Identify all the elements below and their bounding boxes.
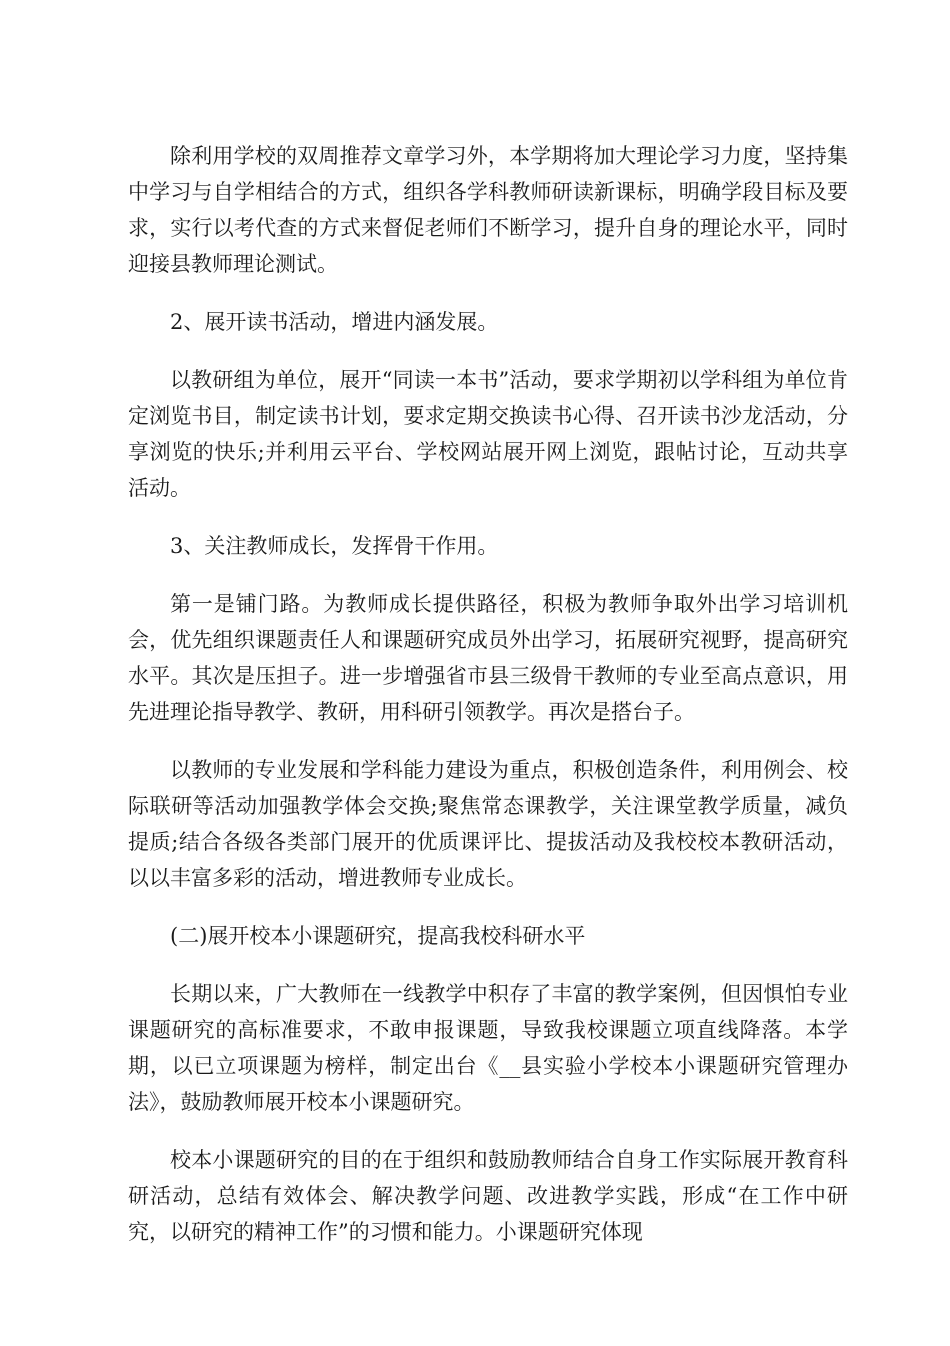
paragraph-project-purpose: 校本小课题研究的目的在于组织和鼓励教师结合自身工作实际展开教育科研活动，总结有效体会、解决教学问题、改进教学实践，形成“在工作中研究，以研究的精神工作”的习惯和能力。小课题研究体现 — [128, 1148, 848, 1244]
document-body — [128, 138, 848, 1272]
paragraph-teacher-growth: 第一是铺门路。为教师成长提供路径，积极为教师争取外出学习培训机会，优先组织课题责任人和课题研究成员外出学习，拓展研究视野，提高研究水平。其次是压担子。进一步增强省市县三级骨干教师的专业至高点意识，用先进理论指导教学、教研，用科研引领教学。再次是搭台子。 — [128, 592, 848, 724]
paragraph-reading-activity: 以教研组为单位，展开“同读一本书”活动，要求学期初以学科组为单位肯定浏览书目，制定读书计划，要求定期交换读书心得、召开读书沙龙活动，分享浏览的快乐;并利用云平台、学校网站展开网上浏览，跟帖讨论，互动共享活动。 — [128, 368, 848, 500]
paragraph-professional-development: 以教师的专业发展和学科能力建设为重点，积极创造条件，利用例会、校际联研等活动加强教学体会交换;聚焦常态课教学，关注课堂教学质量，减负提质;结合各级各类部门展开的优质课评比、提拔活动及我校校本教研活动，以以丰富多彩的活动，增进教师专业成长。 — [128, 758, 848, 890]
paragraph-theory-study: 除利用学校的双周推荐文章学习外，本学期将加大理论学习力度，坚持集中学习与自学相结合的方式，组织各学科教师研读新课标，明确学段目标及要求，实行以考代查的方式来督促老师们不断学习，提升自身的理论水平，同时迎接县教师理论测试。 — [128, 144, 848, 276]
heading-reading-activity: 2、展开读书活动，增进内涵发展。 — [170, 310, 499, 334]
heading-small-project-research: (二)展开校本小课题研究，提高我校科研水平 — [170, 924, 586, 948]
paragraph-project-background: 长期以来，广大教师在一线教学中积存了丰富的教学案例，但因惧怕专业课题研究的高标准要求，不敢申报课题，导致我校课题立项直线降落。本学期，以已立项课题为榜样，制定出台《__县实验小学校本小课题研究管理办法》，鼓励教师展开校本小课题研究。 — [128, 982, 848, 1114]
heading-teacher-growth: 3、关注教师成长，发挥骨干作用。 — [170, 534, 499, 558]
